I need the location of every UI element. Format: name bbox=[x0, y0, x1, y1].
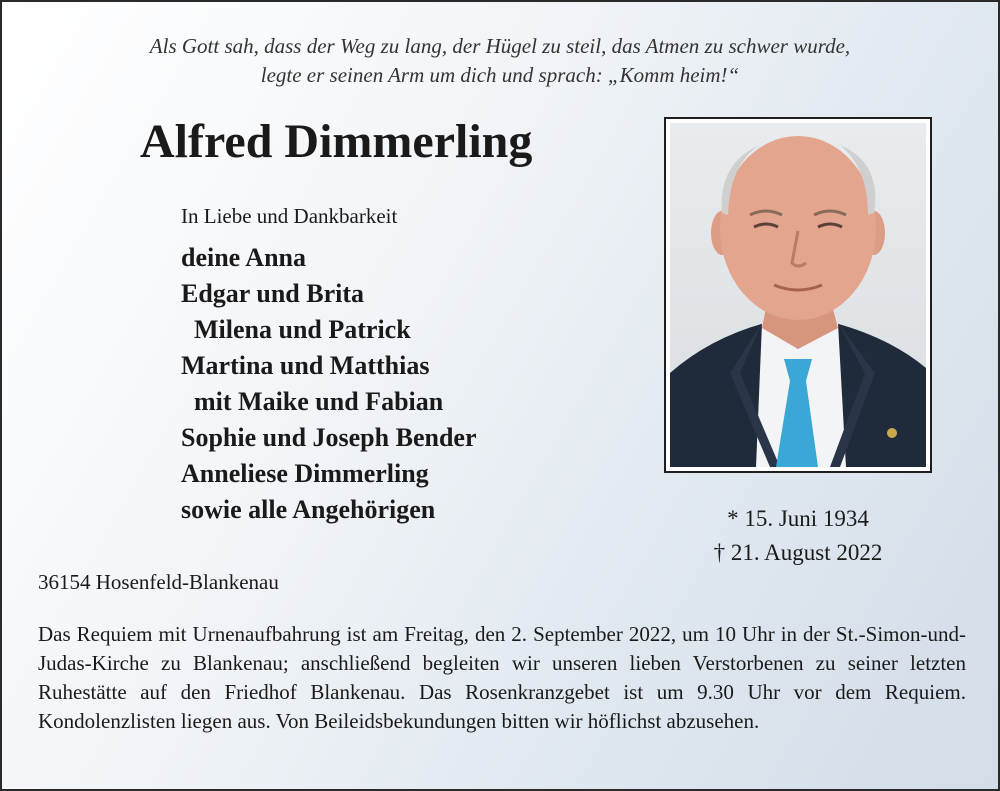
requiem-info: Das Requiem mit Urnenaufbahrung ist am Freitag, den 2. September 2022, um 10 Uhr in der St.-Simon-und-Judas-Kirche zu Blankenau; anschließend begleiten wir unseren lieben Verstorbenen zu seiner letzten Ruhestätte auf den Friedhof Blankenau. Das Rosenkranzgebet ist um 9.30 Uhr vor dem Requiem. Kondolenzlisten liegen aus. Von Beileidsbekundungen bitten wir höflichst abzusehen. bbox=[38, 622, 966, 733]
family-member: Sophie und Joseph Bender bbox=[181, 423, 477, 452]
family-member: Edgar und Brita bbox=[181, 279, 365, 308]
memorial-quote bbox=[2, 32, 998, 90]
family-member: sowie alle Angehörigen bbox=[181, 495, 436, 524]
quote-line-2: legte er seinen Arm um dich und sprach: „Komm heim!“ bbox=[260, 63, 740, 87]
family-member: deine Anna bbox=[181, 243, 306, 272]
deceased-name: Alfred Dimmerling bbox=[140, 115, 533, 168]
death-date: † 21. August 2022 bbox=[713, 540, 883, 565]
family-member: Anneliese Dimmerling bbox=[181, 459, 429, 488]
family-member: Milena und Patrick bbox=[181, 315, 411, 344]
lapel-pin-icon bbox=[887, 428, 897, 438]
family-member: mit Maike und Fabian bbox=[181, 387, 444, 416]
face-shape bbox=[720, 136, 876, 320]
address: 36154 Hosenfeld-Blankenau bbox=[38, 570, 279, 594]
portrait-photo bbox=[670, 123, 926, 467]
family-member: Martina und Matthias bbox=[181, 351, 430, 380]
portrait-illustration bbox=[670, 123, 926, 467]
portrait-frame bbox=[664, 117, 932, 473]
birth-date: * 15. Juni 1934 bbox=[727, 506, 869, 531]
intro-text: In Liebe und Dankbarkeit bbox=[181, 204, 398, 228]
life-dates bbox=[664, 502, 932, 570]
quote-line-1: Als Gott sah, dass der Weg zu lang, der Hügel zu steil, das Atmen zu schwer wurde, bbox=[149, 34, 851, 58]
family-list bbox=[181, 240, 476, 528]
